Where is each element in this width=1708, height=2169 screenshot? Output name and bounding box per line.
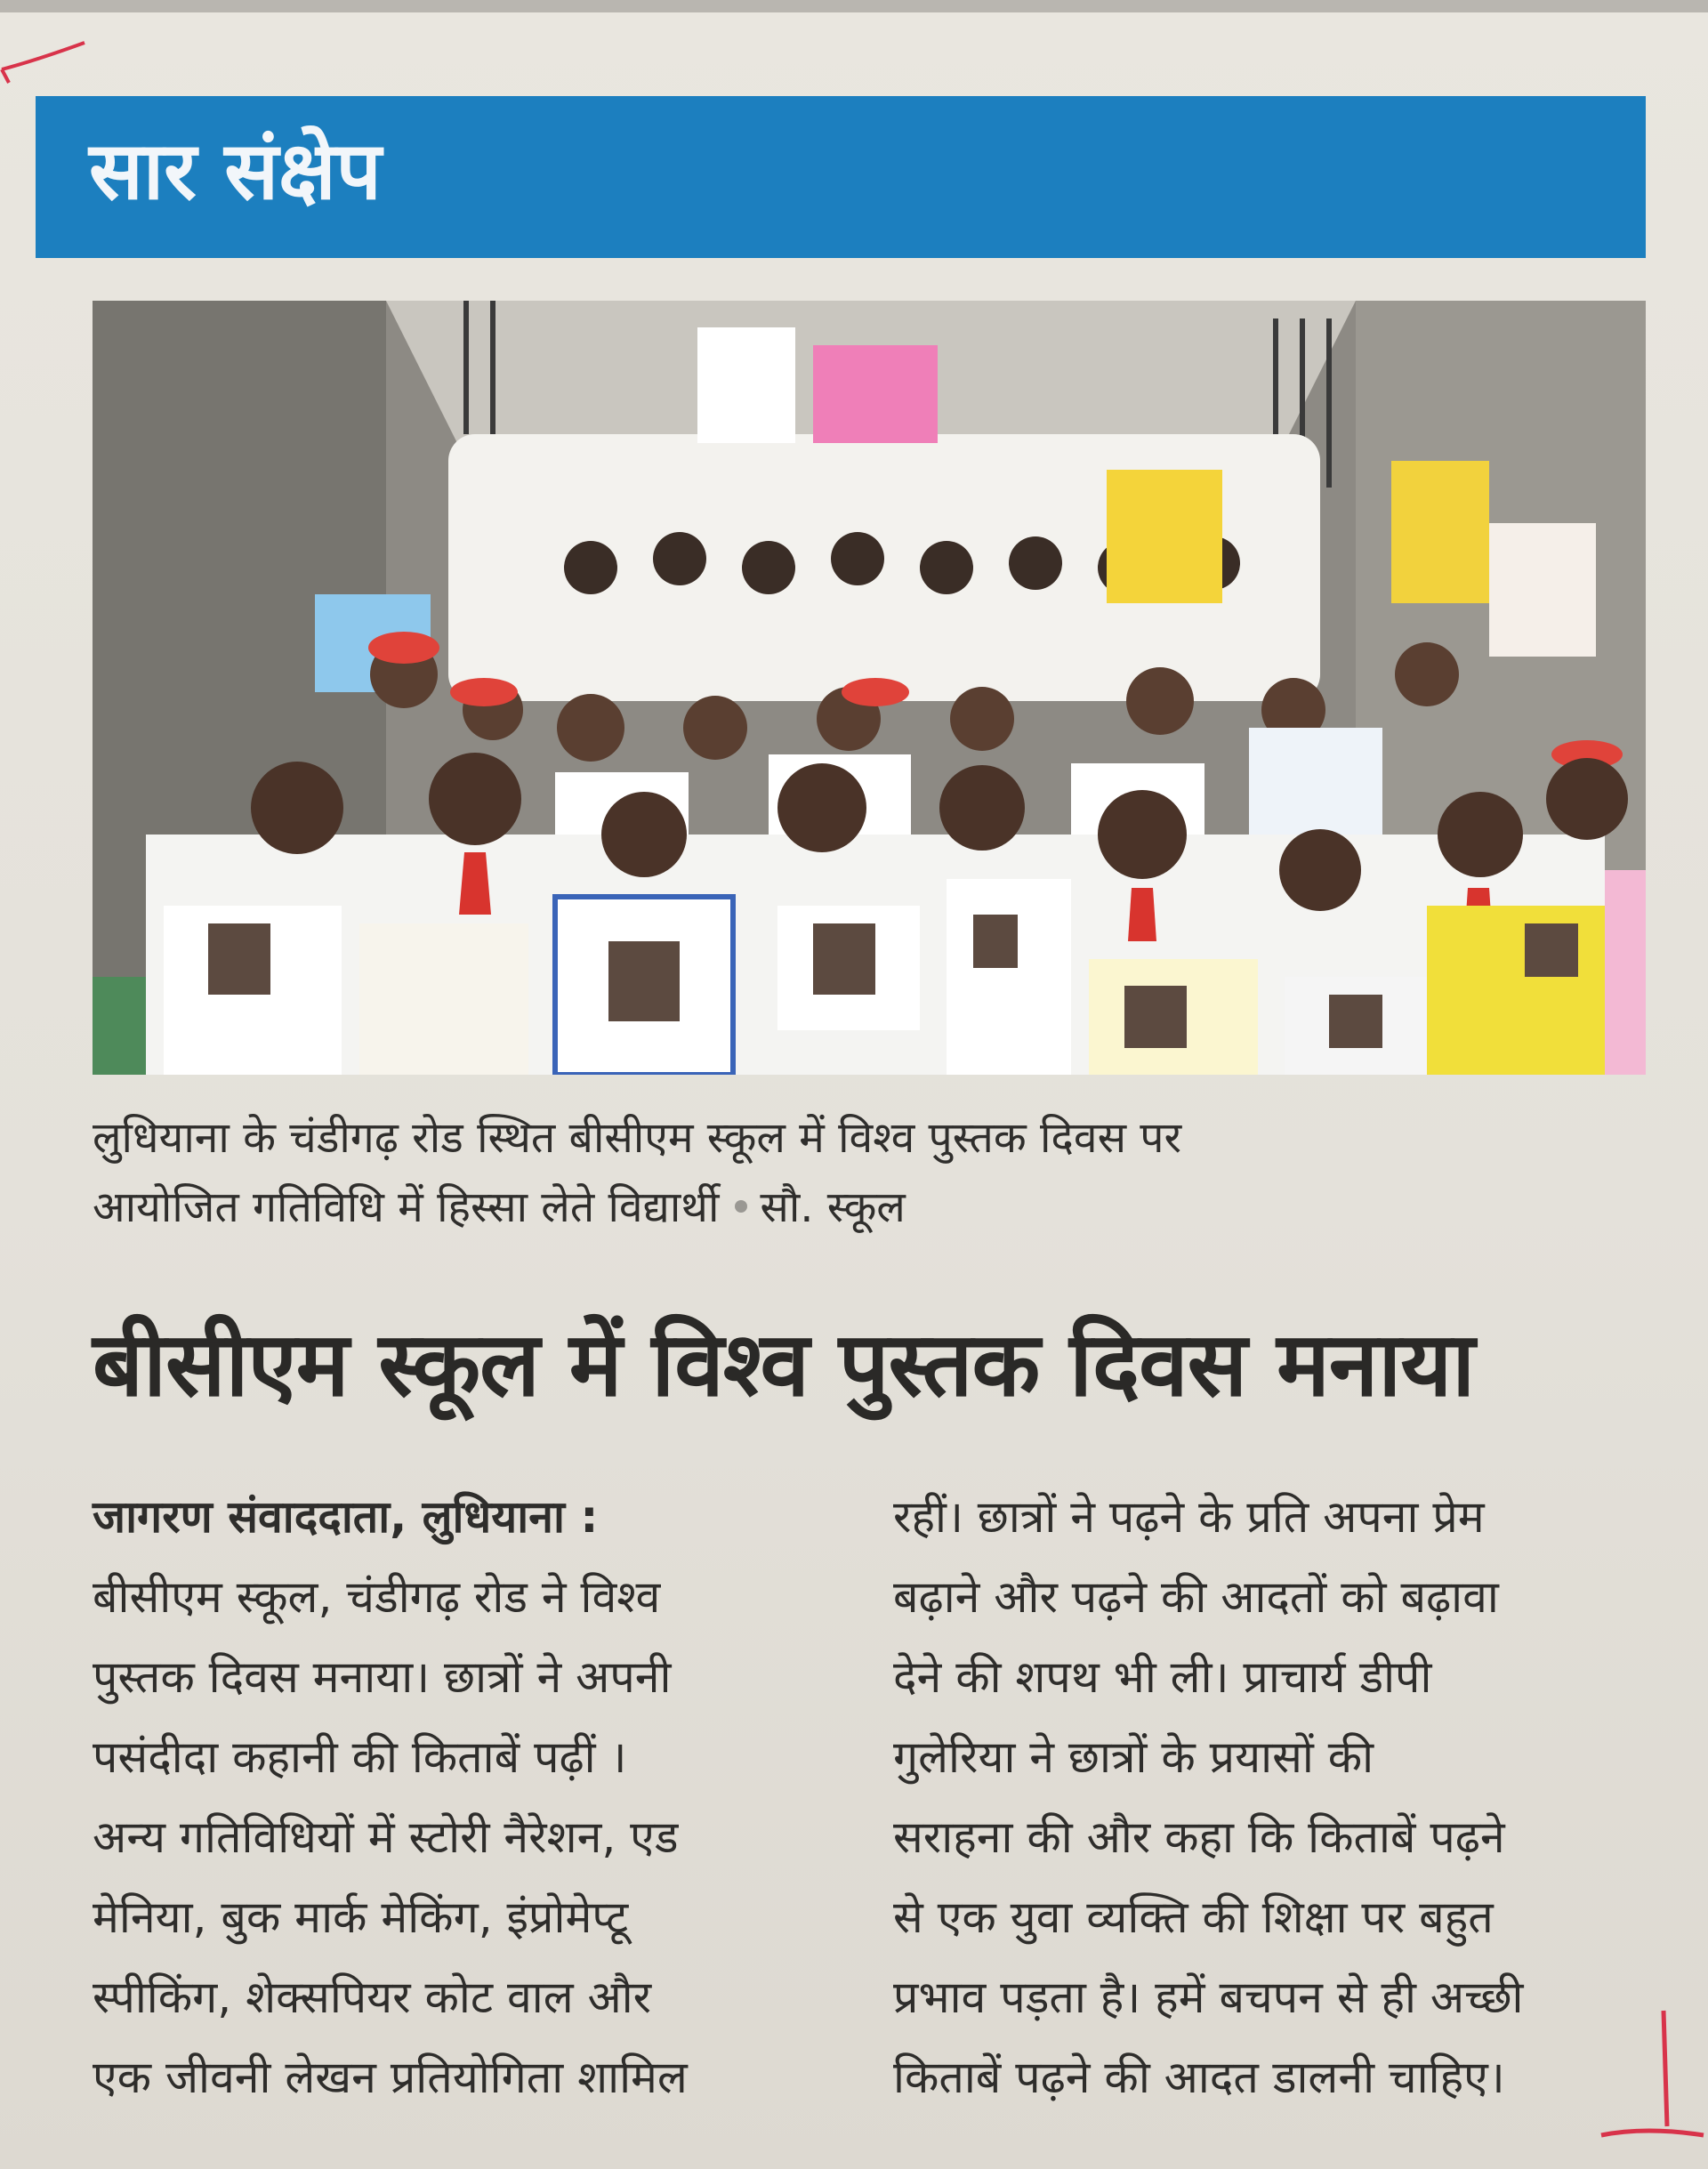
- right-line: किताबें पढ़ने की आदत डालनी चाहिए।: [893, 2052, 1505, 2103]
- page-top-edge: [0, 0, 1708, 12]
- right-line: से एक युवा व्यक्ति की शिक्षा पर बहुत: [893, 1891, 1494, 1943]
- article-byline: जागरण संवाददाता, लुधियाना :: [93, 1491, 599, 1543]
- article-headline: बीसीएम स्कूल में विश्व पुस्तक दिवस मनाया: [93, 1312, 1475, 1416]
- credit-separator-dot: [735, 1200, 747, 1213]
- right-line: प्रभाव पड़ता है। हमें बचपन से ही अच्छी: [893, 1971, 1524, 2023]
- photo-illustration: [93, 301, 1646, 1075]
- photo-credit: सौ. स्कूल: [760, 1182, 906, 1232]
- right-line: गुलेरिया ने छात्रों के प्रयासों की: [893, 1731, 1374, 1783]
- right-line: देने की शपथ भी ली। प्राचार्य डीपी: [893, 1651, 1432, 1703]
- red-pen-tick-mark: [0, 34, 98, 87]
- caption-line-2: आयोजित गतिविधि में हिस्सा लेते विद्यार्थी: [93, 1182, 720, 1232]
- photo-caption: [93, 1103, 1605, 1242]
- right-line: सराहना की और कहा कि किताबें पढ़ने: [893, 1811, 1505, 1863]
- left-line: बीसीएम स्कूल, चंडीगढ़ रोड ने विश्व: [93, 1571, 661, 1623]
- section-header-title: सार संक्षेप: [89, 125, 382, 218]
- red-pen-number-mark: [1592, 2002, 1708, 2153]
- left-line: मेनिया, बुक मार्क मेकिंग, इंप्रोमेप्टू: [93, 1891, 629, 1943]
- caption-line-2-wrapper: [93, 1173, 1605, 1242]
- left-line: एक जीवनी लेखन प्रतियोगिता शामिल: [93, 2052, 688, 2103]
- right-line: बढ़ाने और पढ़ने की आदतों को बढ़ावा: [893, 1571, 1499, 1623]
- section-header-band: [36, 96, 1646, 258]
- left-line: पसंदीदा कहानी की किताबें पढ़ीं ।: [93, 1731, 627, 1783]
- right-line: रहीं। छात्रों ने पढ़ने के प्रति अपना प्रेम: [893, 1491, 1485, 1543]
- caption-line-1: लुधियाना के चंडीगढ़ रोड स्थित बीसीएम स्कूल में विश्व पुस्तक दिवस पर: [93, 1113, 1182, 1163]
- left-line: स्पीकिंग, शेक्सपियर कोट वाल और: [93, 1971, 652, 2023]
- left-line: अन्य गतिविधियों में स्टोरी नैरेशन, एड: [93, 1811, 679, 1863]
- article-left-column: [93, 1477, 822, 2117]
- left-line: पुस्तक दिवस मनाया। छात्रों ने अपनी: [93, 1651, 672, 1703]
- article-right-column: [893, 1477, 1640, 2117]
- news-photo: [93, 301, 1646, 1075]
